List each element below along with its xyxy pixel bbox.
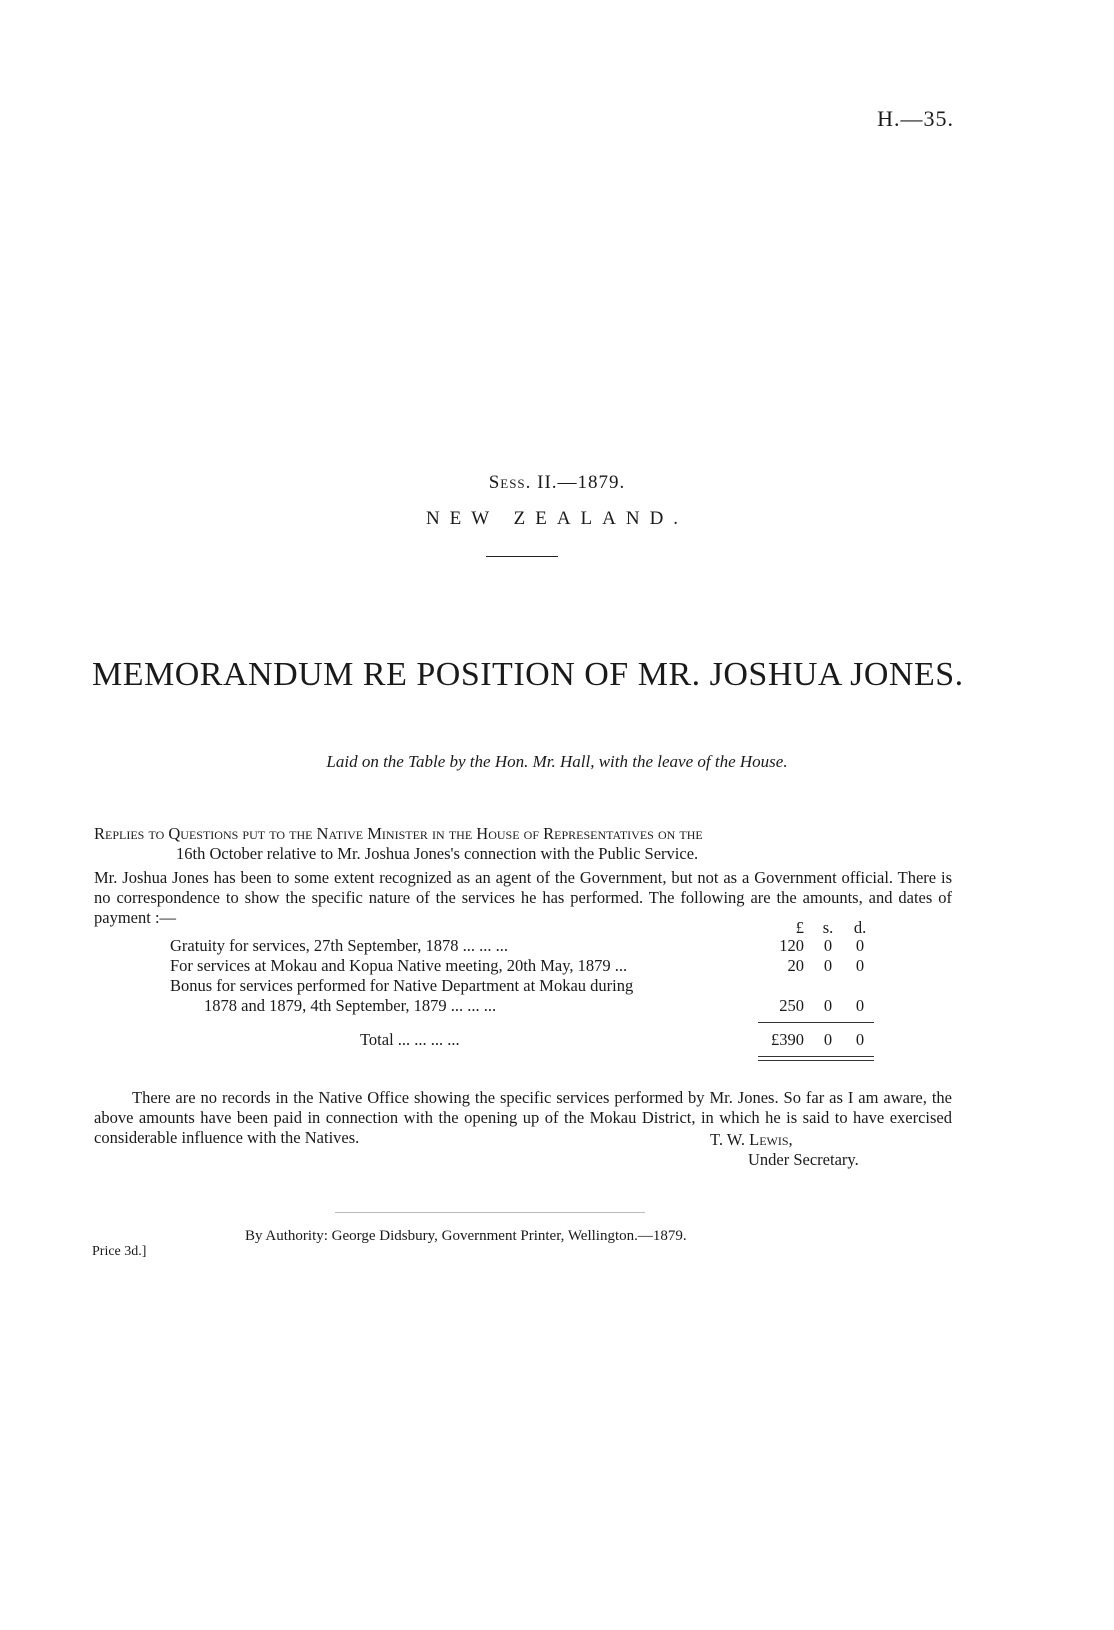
printer-imprint: By Authority: George Didsbury, Government Printer, Wellington.—1879.: [245, 1228, 687, 1244]
country-heading: NEW ZEALAND.: [425, 508, 689, 529]
signatory-title: Under Secretary.: [748, 1150, 859, 1169]
sum-rule-top: [758, 1022, 874, 1023]
payment-shillings: 0: [823, 956, 833, 975]
payment-pounds: 120: [779, 936, 804, 955]
payment-pence: 0: [855, 956, 865, 975]
payment-description-continued: 1878 and 1879, 4th September, 1879 ... ... ...: [204, 996, 497, 1015]
replies-line-2: 16th October relative to Mr. Joshua Jones's connection with the Public Service.: [176, 844, 699, 863]
main-paragraph: Mr. Joshua Jones has been to some extent recognized as an agent of the Government, but not as a Government official. There is no correspondence to show the specific nature of the services he has performed. The following are the amounts, and dates of payment :—: [94, 868, 952, 927]
signatory-name: T. W. Lewis,: [710, 1130, 793, 1149]
payment-description: Gratuity for services, 27th September, 1878 ... ... ...: [170, 936, 508, 955]
payment-shillings: 0: [823, 936, 833, 955]
masthead-divider: [486, 556, 558, 557]
header-shillings: s.: [822, 918, 834, 937]
price-note: Price 3d.]: [92, 1244, 147, 1259]
replies-line-1: Replies to Questions put to the Native Minister in the House of Representatives on the: [94, 824, 703, 843]
header-pence: d.: [853, 918, 867, 937]
sum-rule-bottom-1: [758, 1056, 874, 1057]
sum-rule-bottom-2: [758, 1060, 874, 1061]
records-paragraph: There are no records in the Native Office showing the specific services performed by Mr. Jones. So far as I am aware, the above amounts have been paid in connection with the opening up of the Mokau District, in which he is said to have exercised considerable influence with the Natives.: [94, 1088, 952, 1147]
replies-heading: [94, 824, 952, 864]
payment-pounds: 250: [779, 996, 804, 1015]
total-shillings: 0: [823, 1030, 833, 1049]
total-label: Total ... ... ... ...: [360, 1030, 460, 1049]
total-pence: 0: [855, 1030, 865, 1049]
payment-pounds: 20: [787, 956, 804, 975]
document-code: H.—35.: [877, 106, 954, 131]
footer-divider: [335, 1212, 645, 1213]
payment-pence: 0: [855, 996, 865, 1015]
payment-description: Bonus for services performed for Native Department at Mokau during: [170, 976, 634, 995]
payment-pence: 0: [855, 936, 865, 955]
payment-shillings: 0: [823, 996, 833, 1015]
laid-on-table-note: Laid on the Table by the Hon. Mr. Hall, with the leave of the House.: [326, 752, 788, 771]
payment-description: For services at Mokau and Kopua Native meeting, 20th May, 1879 ...: [170, 956, 628, 975]
session-line: Sess. II.—1879.: [488, 472, 626, 493]
document-title: MEMORANDUM RE POSITION OF MR. JOSHUA JONES.: [92, 656, 964, 693]
header-pounds: £: [795, 918, 804, 937]
total-pounds: £390: [771, 1030, 804, 1049]
